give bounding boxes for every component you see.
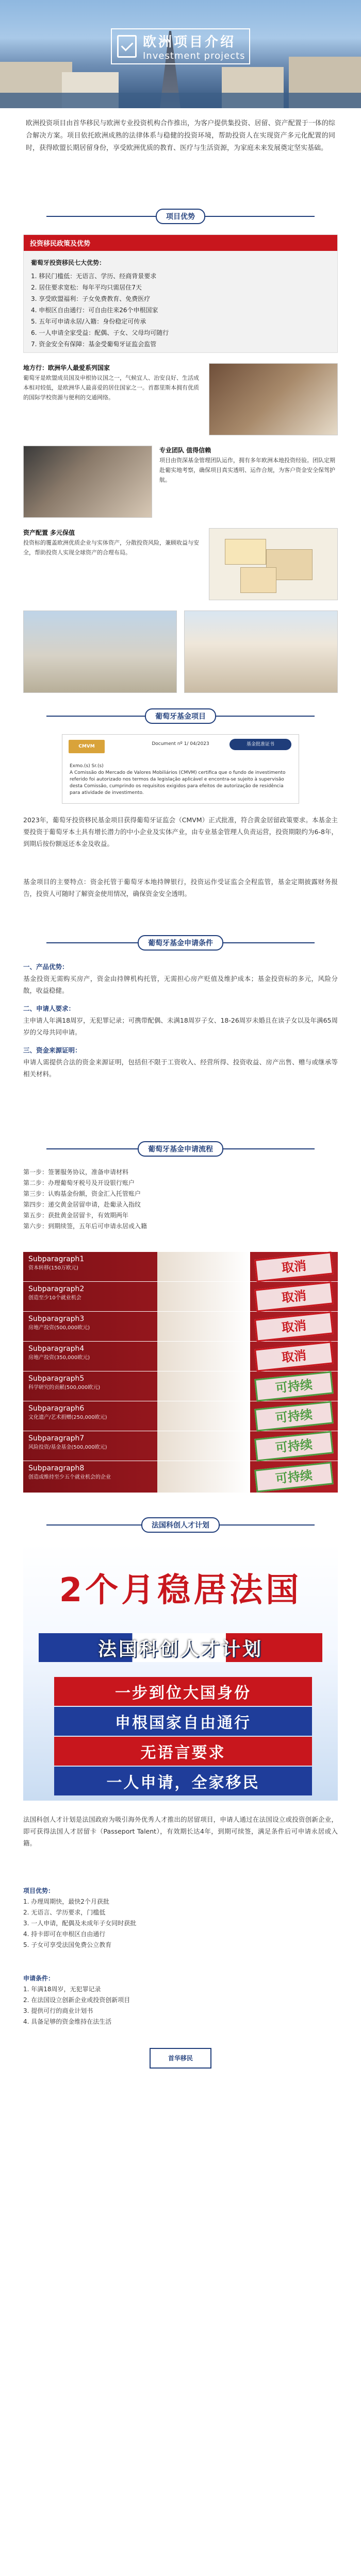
talent-advantage-item: 3. 一人申请，配偶及未成年子女同时获批 bbox=[23, 1920, 137, 1927]
status-stamp: 可持续 bbox=[254, 1401, 334, 1431]
block-body: 投资标的覆盖欧洲优质企业与实体资产，分散投资风险，兼顾收益与安全，帮助投资人实现全球资产的合理布局。 bbox=[23, 539, 199, 556]
fund-features: 基金项目的主要特点：资金托管于葡萄牙本地持牌银行，投资运作受证监会全程监管，基金定期披露财务报告，投资人可随时了解资金使用情况，确保资金安全透明。 bbox=[23, 878, 338, 897]
option-label: Subparagraph3 房地产投资(500,000欧元) bbox=[28, 1315, 90, 1331]
intro-text: 欧洲投资项目由首华移民与欧洲专业投资机构合作推出，为客户提供集投资、居留、资产配置于一体的综合解决方案。项目依托欧洲成熟的法律体系与稳健的投资环境，帮助投资人在实现资产多元化配置的同时，获得欧盟长期居留身份，享受欧洲优质的教育、医疗与生活资源，为家庭未来发展奠定坚实基础。 bbox=[26, 120, 335, 152]
option-band bbox=[157, 1371, 250, 1401]
panel-body bbox=[24, 251, 337, 356]
section-title: 项目优势 bbox=[156, 209, 205, 224]
section-header-requirements bbox=[0, 935, 361, 951]
option-label: Subparagraph2 创造至少10个就业机会 bbox=[28, 1285, 85, 1301]
city-street-photo bbox=[23, 611, 177, 693]
talent-advantages-heading: 项目优势： bbox=[23, 1887, 55, 1894]
block-heading: 专业团队 值得信赖 bbox=[159, 447, 211, 454]
content-block-photos bbox=[23, 611, 338, 693]
requirement-text: 申请人需提供合法的资金来源证明，包括但不限于工资收入、经营所得、投资收益、房产出售、赠与或继承等相关材料。 bbox=[23, 1058, 338, 1078]
section-title: 葡萄牙基金申请流程 bbox=[138, 1141, 223, 1157]
option-band bbox=[157, 1282, 250, 1311]
content-block-location bbox=[23, 363, 338, 435]
poster-program-name: 法国科创人才计划 bbox=[97, 1639, 263, 1660]
block-body: 项目由资深基金管理团队运作，拥有多年欧洲本地投资经验。团队定期赴葡实地考察，确保项目真实透明、运作合规，为客户资金安全保驾护航。 bbox=[159, 457, 335, 483]
block-heading: 地方行：欧洲华人最爱系列国家 bbox=[23, 364, 110, 371]
panel-subheading: 葡萄牙投资移民七大优势： bbox=[31, 259, 106, 266]
investment-option-row bbox=[23, 1431, 338, 1461]
talent-intro: 法国科创人才计划是法国政府为吸引海外优秀人才推出的居留项目，申请人通过在法国设立或投资创新企业，即可获得法国人才居留卡（Passeport Talent），有效期长达4年，到期可续签，满足条件后可申请永居或入籍。 bbox=[23, 1816, 338, 1847]
cmvm-logo: CMVM bbox=[69, 740, 105, 753]
requirement-heading: 二、申请人要求： bbox=[23, 1005, 75, 1012]
status-stamp: 取消 bbox=[254, 1311, 334, 1342]
requirement-text: 基金投资无需购买房产，资金由持牌机构托管，无需担心房产贬值及维护成本；基金投资标的多元，风险分散，收益稳健。 bbox=[23, 975, 338, 994]
status-stamp: 取消 bbox=[254, 1341, 334, 1371]
certificate-addressee: Exmo.(s) Sr.(s) bbox=[70, 764, 104, 769]
panel-heading: 投资移民政策及优势 bbox=[24, 235, 337, 251]
investment-option-row bbox=[23, 1461, 338, 1493]
block-body: 葡萄牙是欧盟成员国及申根协议国之一，气候宜人、治安良好、生活成本相对较低，是欧洲华人最喜爱的居住国家之一。首都里斯本拥有优质的国际学校资源与便利的交通网络。 bbox=[23, 375, 199, 401]
process-step: 第五步：获批黄金居留卡，有效期两年 bbox=[23, 1212, 129, 1219]
section-header-process bbox=[0, 1141, 361, 1157]
block-heading: 资产配置 多元保值 bbox=[23, 529, 75, 536]
option-label: Subparagraph7 风险投资/基金基金(500,000欧元) bbox=[28, 1434, 107, 1450]
talent-program-poster bbox=[23, 1543, 338, 1801]
status-stamp: 取消 bbox=[254, 1281, 334, 1312]
advantages-panel bbox=[23, 234, 338, 353]
hero-river bbox=[0, 93, 361, 108]
poster-headline: 2个月稳居法国 bbox=[59, 1571, 302, 1609]
option-band bbox=[157, 1312, 250, 1341]
investment-option-row bbox=[23, 1252, 338, 1282]
hero-title-cn: 欧洲项目介绍 bbox=[143, 35, 236, 50]
option-band bbox=[157, 1461, 250, 1493]
talent-advantages bbox=[23, 1886, 338, 1951]
option-label: Subparagraph5 科学研究的贡献(500,000欧元) bbox=[28, 1375, 101, 1391]
content-block-team bbox=[23, 446, 338, 518]
requirement-heading: 三、资金来源证明： bbox=[23, 1046, 81, 1054]
hero-title-box bbox=[111, 28, 250, 64]
map-zone bbox=[225, 539, 266, 565]
fund-description: 2023年，葡萄牙投资移民基金项目获得葡萄牙证监会（CMVM）正式批准，符合黄金居留政策要求。本基金主要投资于葡萄牙本土具有增长潜力的中小企业及实体产业，由专业基金管理人负责运营，投资期限约为6-8年，到期后按份额返还本金及收益。 bbox=[23, 816, 338, 848]
advantage-item: 6. 一人申请全家受益：配偶、子女、父母均可随行 bbox=[31, 329, 169, 336]
certificate-badge: 基金批准证书 bbox=[229, 739, 291, 750]
certificate-text: A Comissão do Mercado de Valores Mobiliários (CMVM) certifica que o fundo de investimento referido foi autorizado nos termos da legislação aplicável e encontra-se sujeito à supervisão desta Comissão, cumprindo os requisitos exigidos para efeitos de autorização de residência para atividade de investimento. bbox=[70, 770, 286, 795]
requirement-text: 主申请人年满18周岁，无犯罪记录；可携带配偶、未满18周岁子女、18-26周岁未婚且在读子女以及年满65周岁的父母共同申请。 bbox=[23, 1016, 338, 1036]
certificate-reference: Document nº 1/ 04/2023 bbox=[152, 741, 209, 747]
talent-condition-item: 2. 在法国设立创新企业或投资创新项目 bbox=[23, 1996, 130, 2004]
section-header-advantages bbox=[0, 209, 361, 224]
block-text bbox=[23, 363, 202, 435]
investment-option-row bbox=[23, 1401, 338, 1431]
investment-option-row bbox=[23, 1342, 338, 1371]
option-band bbox=[157, 1431, 250, 1461]
fund-certificate bbox=[62, 734, 299, 804]
process-step: 第四步：递交黄金居留申请，赴葡录入指纹 bbox=[23, 1201, 141, 1208]
process-step: 第二步：办理葡萄牙税号及开设银行账户 bbox=[23, 1179, 135, 1187]
advantage-item: 7. 资金安全有保障：基金受葡萄牙证监会监管 bbox=[31, 341, 157, 348]
talent-condition-item: 1. 年满18周岁，无犯罪记录 bbox=[23, 1986, 101, 1993]
advantage-item: 4. 申根区自由通行：可自由往来26个申根国家 bbox=[31, 307, 158, 314]
status-stamp: 可持续 bbox=[254, 1431, 334, 1461]
section-title: 葡萄牙基金项目 bbox=[145, 708, 216, 724]
office-photo bbox=[209, 363, 338, 435]
document-check-icon bbox=[117, 35, 137, 58]
option-label: Subparagraph8 创造或维持至少五个就业机会的企业 bbox=[28, 1464, 111, 1480]
building-photo bbox=[184, 611, 338, 693]
talent-advantage-item: 2. 无语言、学历要求，门槛低 bbox=[23, 1909, 106, 1916]
option-label: Subparagraph6 文化遗产/艺术捐赠(250,000欧元) bbox=[28, 1404, 107, 1420]
advantage-item: 1. 移民门槛低：无语言、学历、经商背景要求 bbox=[31, 273, 157, 280]
process-step: 第一步：签署服务协议，准备申请材料 bbox=[23, 1168, 129, 1176]
poster-tagline: 一步到位大国身份 bbox=[54, 1677, 312, 1706]
talent-condition-item: 3. 提供可行的商业计划书 bbox=[23, 2007, 93, 2014]
hero-title-en: Investment projects bbox=[143, 50, 245, 61]
investment-option-row bbox=[23, 1371, 338, 1401]
process-step: 第六步：到期续签，五年后可申请永居或入籍 bbox=[23, 1223, 147, 1230]
option-band bbox=[157, 1342, 250, 1371]
option-band bbox=[157, 1401, 250, 1431]
block-text bbox=[159, 446, 338, 518]
hero-banner bbox=[0, 0, 361, 108]
investment-options-table bbox=[23, 1252, 338, 1493]
talent-conditions bbox=[23, 1973, 338, 2027]
map-zone bbox=[240, 567, 276, 593]
requirement-heading: 一、产品优势： bbox=[23, 963, 69, 971]
poster-tagline: 无语言要求 bbox=[54, 1737, 312, 1766]
certificate-body bbox=[70, 763, 291, 796]
status-stamp: 可持续 bbox=[254, 1371, 334, 1401]
process-step: 第三步：认购基金份额，资金汇入托管账户 bbox=[23, 1190, 141, 1197]
investment-option-row bbox=[23, 1312, 338, 1342]
footer-logo: 首华移民 bbox=[150, 2048, 211, 2069]
talent-advantage-item: 1. 办理周期快，最快2个月获批 bbox=[23, 1898, 109, 1905]
investment-option-row bbox=[23, 1282, 338, 1312]
section-title: 葡萄牙基金申请条件 bbox=[138, 935, 223, 951]
advantage-item: 2. 居住要求宽松：每年平均只需居住7天 bbox=[31, 284, 142, 291]
poster-tagline: 申根国家自由通行 bbox=[54, 1707, 312, 1736]
requirements-list bbox=[23, 961, 338, 1080]
process-steps bbox=[23, 1167, 338, 1232]
advantage-item: 5. 五年可申请永居/入籍：身份稳定可传承 bbox=[31, 318, 146, 325]
block-text bbox=[23, 528, 202, 600]
content-block-assets bbox=[23, 528, 338, 600]
option-band bbox=[157, 1252, 250, 1281]
talent-advantage-item: 4. 持卡即可在申根区自由通行 bbox=[23, 1930, 106, 1938]
status-stamp: 可持续 bbox=[254, 1462, 334, 1492]
advantage-item: 3. 享受欧盟福利：子女免费教育、免费医疗 bbox=[31, 295, 151, 302]
team-photo bbox=[23, 446, 152, 518]
talent-condition-item: 4. 具备足够的资金维持在法生活 bbox=[23, 2018, 112, 2025]
talent-advantage-item: 5. 子女可享受法国免费公立教育 bbox=[23, 1941, 112, 1948]
district-map-image bbox=[209, 528, 338, 600]
section-header-fund bbox=[0, 708, 361, 724]
section-title: 法国科创人才计划 bbox=[141, 1517, 220, 1533]
section-header-talent bbox=[0, 1517, 361, 1533]
option-label: Subparagraph1 资本转移(150万欧元) bbox=[28, 1255, 85, 1271]
talent-conditions-heading: 申请条件： bbox=[23, 1975, 55, 1982]
poster-tagline: 一人申请，全家移民 bbox=[54, 1767, 312, 1795]
status-stamp: 取消 bbox=[254, 1251, 334, 1282]
option-label: Subparagraph4 房地产投资(350,000欧元) bbox=[28, 1345, 90, 1361]
